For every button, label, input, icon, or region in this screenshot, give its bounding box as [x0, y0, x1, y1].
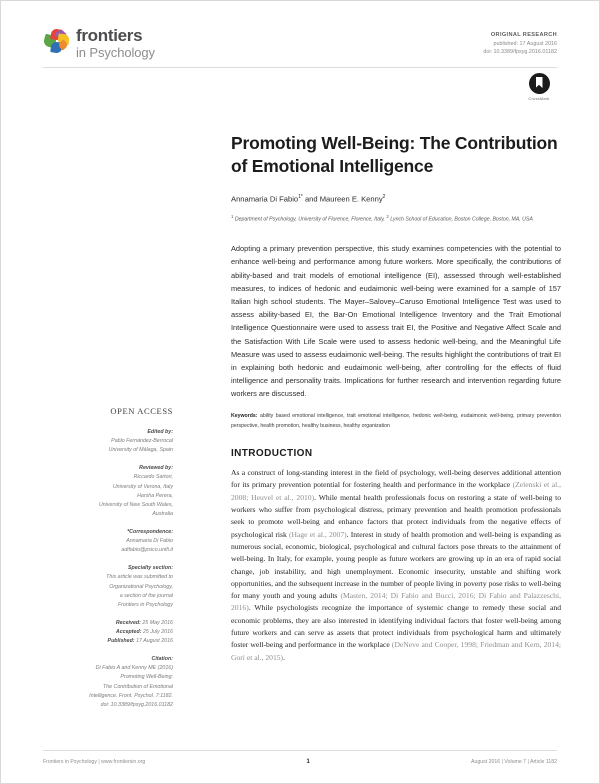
citation-ref-1[interactable]: (Zelenski et al., 2008; Heuvel et al., 2010) — [231, 480, 561, 502]
intro-text-e: . — [283, 652, 285, 662]
specialty-section-block — [43, 564, 173, 610]
reviewed-by-block — [43, 464, 173, 519]
footer-page-number: 1 — [306, 759, 310, 765]
open-access-label: OPEN ACCESS — [110, 406, 173, 416]
specialty-line-4: Frontiers in Psychology — [117, 601, 173, 608]
affiliation-1-sup: 1 — [231, 213, 234, 219]
logo-journal-text: in Psychology — [76, 44, 155, 60]
reviewer-2-name: Harsha Perera, — [137, 492, 173, 499]
history-dates-block — [43, 619, 173, 646]
author-1-sup: 1* — [298, 194, 303, 201]
reviewer-2-affiliation: University of New South Wales, — [98, 501, 173, 508]
published-value: 17 August 2016 — [134, 638, 173, 645]
correspondence-name: Annamaria Di Fabio — [126, 538, 173, 545]
keywords-label: Keywords: — [231, 413, 258, 420]
reviewed-by-label: Reviewed by: — [139, 465, 173, 472]
page-title: Promoting Well-Being: The Contribution of Emotional Intelligence — [231, 133, 558, 177]
keywords-block — [231, 412, 561, 431]
citation-ref-3[interactable]: (Masten, 2014; Di Fabio and Bucci, 2016; Di Fabio and Palazzeschi, 2016) — [231, 591, 561, 613]
citation-line-3: The Contribution of Emotional — [102, 683, 173, 690]
specialty-line-2: Organizational Psychology, — [109, 583, 173, 590]
specialty-line-1: This article was submitted to — [106, 574, 173, 581]
section-heading-introduction: INTRODUCTION — [231, 447, 313, 459]
reviewer-1-name: Riccardo Sartori, — [133, 474, 173, 481]
pinwheel-logo-icon — [43, 29, 69, 55]
logo-brand-text: frontiers — [76, 26, 143, 45]
author-1[interactable]: Annamaria Di Fabio — [231, 194, 299, 204]
citation-line-1: Di Fabio A and Kenny ME (2016) — [95, 665, 173, 672]
abstract-text: Adopting a primary prevention perspective, this study examines competencies with the potential to enhance well-being and performance among future workers. More specifically, the contributions of ability-based and trait models of emotional intelligence (EI), assessed through well-established measures, to indices of hedonic and eudaimonic well-being were examined for a sample of 157 Italian high school students. The Mayer–Salovey–Caruso Emotional Intelligence Test was used to assess ability-based EI, the Bar-On Emotional Intelligence Inventory and the Trait Emotional Intelligence Questionnaire were used to assess trait EI, the Positive and Negative Affect Scale and the Satisfaction With Life Scale were used to assess hedonic well-being, and the Meaningful Life Measure was used to assess eudaimonic well-being. The results highlight the contributions of trait EI in explaining both hedonic and eudaimonic well-being, after controlling for the effects of fluid intelligence and personality traits. Implications for further research and intervention regarding future workers are discussed. — [231, 244, 561, 399]
citation-ref-4[interactable]: (DeNeve and Cooper, 1998; Friedman and Kern, 2014; Gori et al., 2015) — [231, 640, 561, 662]
keywords-list: ability based emotional intelligence, trait emotional intelligence, hedonic well-being, eudaimonic well-being, primary prevention perspective, health promotion, healthy business, healthy organization — [231, 413, 561, 429]
citation-doi[interactable]: doi: 10.3389/fpsyg.2016.01182 — [100, 701, 173, 708]
author-2-sup: 2 — [382, 194, 386, 201]
published-label: Published: — [107, 638, 135, 645]
reviewer-2-affiliation-cont: Australia — [152, 510, 173, 517]
footer-issue-info: August 2016 | Volume 7 | Article 1182 — [471, 759, 557, 765]
sidebar — [43, 406, 173, 719]
frontiers-logo[interactable] — [43, 27, 155, 59]
correspondence-label: *Correspondence: — [127, 528, 173, 535]
intro-text-a: As a construct of long-standing interest in the field of psychology, well-being deserves additional attention for its primary prevention potential for fostering health and performance in the workplace — [231, 468, 561, 490]
citation-line-4: Intelligence. Front. Psychol. 7:1182. — [89, 692, 173, 699]
article-type-label: ORIGINAL RESEARCH — [490, 32, 557, 38]
editor-name: Pablo Fernández-Berrocal — [111, 438, 173, 445]
correspondence-block — [43, 528, 173, 555]
introduction-paragraph — [231, 467, 561, 664]
author-list — [231, 194, 561, 204]
citation-label: Citation: — [151, 656, 173, 663]
author-join[interactable]: and Maureen E. Kenny — [302, 194, 383, 204]
received-label: Received: — [115, 619, 141, 626]
intro-text-c: . Interest in study of health promotion and well-being is expanding as numerous social, economic, biological, psychological and cultural factors pose threats to the attainment of well-being. In Italy, for example, young people as future workers are growing up in an era of rapid social change, job instability, and high unemployment. Economic insecurity, unstable and shifting work opportunities, and the subsequent increase in the number of people living in poverty pose risks to well-being for many youth and young adults — [231, 529, 561, 601]
affiliation-2: Lynch School of Education, Boston College, Boston, MA, USA — [388, 216, 533, 223]
accepted-value: 25 July 2016 — [141, 628, 173, 635]
correspondence-email[interactable]: adifabio@psico.unifi.it — [121, 547, 173, 554]
page-footer — [43, 759, 557, 765]
intro-text-d: . While psychologists recognize the importance of systemic change to remedy these social and economic problems, they are also interested in identifying individual factors that foster well-being among future workers and can serve as assets that protect individuals from psychological harm and ultimately foster well-being and performance in the workplace — [231, 603, 561, 650]
edited-by-label: Edited by: — [147, 429, 173, 435]
reviewer-1-affiliation: University of Verona, Italy — [112, 483, 173, 490]
main-column — [231, 1, 561, 664]
editor-affiliation: University of Málaga, Spain — [108, 447, 173, 454]
accepted-label: Accepted: — [115, 628, 142, 635]
specialty-section-label: Specialty section: — [127, 565, 173, 572]
affiliations — [231, 213, 561, 225]
intro-text-b: . While mental health professionals focus on restoring a state of well-being to workers who suffer from psychological distress, primary prevention and health promotion professionals seek to promote well-being and enhance factors that protect individuals from the negative effects of psychological risk — [231, 492, 561, 539]
footer-journal-url[interactable]: Frontiers in Psychology | www.frontiersin.org — [43, 759, 146, 765]
citation-ref-2[interactable]: (Hage et al., 2007) — [289, 529, 347, 539]
received-value: 25 May 2016 — [140, 619, 173, 626]
footer-divider — [43, 750, 557, 751]
edited-by-block — [43, 428, 173, 455]
crossmark-label: CrossMark — [528, 96, 550, 101]
published-date: published: 17 August 2016 — [493, 40, 557, 47]
citation-line-2: Promoting Well-Being: — [120, 674, 173, 681]
specialty-line-3: a section of the journal — [119, 592, 173, 599]
affiliation-1: Department of Psychology, University of Florence, Florence, Italy, — [233, 216, 387, 223]
citation-block — [43, 655, 173, 710]
affiliation-2-sup: 2 — [386, 213, 389, 219]
doi-text[interactable]: doi: 10.3389/fpsyg.2016.01182 — [483, 49, 557, 56]
